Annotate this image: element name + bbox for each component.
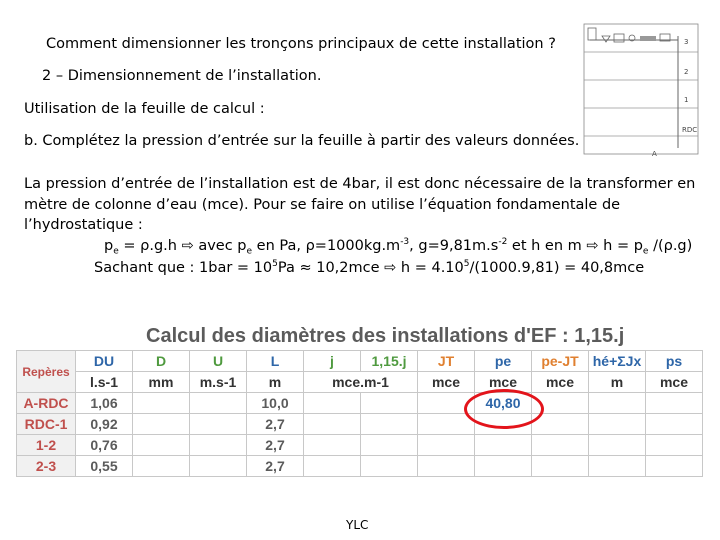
du-cell[interactable]: 1,06 bbox=[76, 393, 133, 414]
pe-cell[interactable] bbox=[475, 456, 532, 477]
header-cell: pe bbox=[475, 351, 532, 372]
unit-cell: m bbox=[589, 372, 646, 393]
arrow-icon: ⇨ bbox=[586, 237, 599, 254]
unit-cell: l.s-1 bbox=[76, 372, 133, 393]
header-cell: JT bbox=[418, 351, 475, 372]
unit-cell: mce bbox=[418, 372, 475, 393]
section-title: 2 – Dimensionnement de l’installation. bbox=[42, 68, 322, 84]
du-cell[interactable]: 0,92 bbox=[76, 414, 133, 435]
conversion-formula: Sachant que : $1bar = 10^5Pa \approx 10,2mce$ ⇨ $h = 4.10^5/(1000.9,81) = 40,8mce$ bbox=[94, 259, 645, 276]
unit-cell: mm bbox=[133, 372, 190, 393]
row-label: A-RDC bbox=[17, 393, 76, 414]
task-text: b. Complétez la pression d’entrée sur la feuille à partir des valeurs données. bbox=[24, 133, 580, 149]
unit-cell: mce bbox=[646, 372, 703, 393]
table-row bbox=[17, 456, 703, 477]
header-cell: Repères bbox=[17, 351, 76, 393]
installation-schema bbox=[580, 22, 702, 160]
footer-initials: YLC bbox=[346, 518, 369, 532]
header-cell: D bbox=[133, 351, 190, 372]
unit-cell: mce bbox=[475, 372, 532, 393]
row-label: 2-3 bbox=[17, 456, 76, 477]
row-label: RDC-1 bbox=[17, 414, 76, 435]
l-cell[interactable]: 2,7 bbox=[247, 435, 304, 456]
header-cell: ps bbox=[646, 351, 703, 372]
header-cell: hé+ΣJx bbox=[589, 351, 646, 372]
highlight-circle bbox=[464, 389, 544, 429]
header-cell: L bbox=[247, 351, 304, 372]
l-cell[interactable]: 2,7 bbox=[247, 414, 304, 435]
arrow-icon: ⇨ bbox=[384, 259, 397, 276]
unit-cell: m.s-1 bbox=[190, 372, 247, 393]
header-cell: DU bbox=[76, 351, 133, 372]
l-cell[interactable]: 10,0 bbox=[247, 393, 304, 414]
sheet-title: Calcul des diamètres des installations d'EF : 1,15.j bbox=[146, 325, 625, 347]
l-cell[interactable]: 2,7 bbox=[247, 456, 304, 477]
header-cell: j bbox=[304, 351, 361, 372]
schema-label-2: 2 bbox=[684, 68, 689, 76]
unit-cell: mce.m-1 bbox=[304, 372, 418, 393]
unit-cell: mce bbox=[532, 372, 589, 393]
du-cell[interactable]: 0,55 bbox=[76, 456, 133, 477]
row-label: 1-2 bbox=[17, 435, 76, 456]
explanation-paragraph: La pression d’entrée de l’installation est de 4bar, il est donc nécessaire de la transformer en mètre de colonne d’eau (mce). Pour se faire on utilise l’équation fondamentale de l’hydrostatique : bbox=[24, 176, 696, 233]
usage-text: Utilisation de la feuille de calcul : bbox=[24, 101, 265, 117]
schema-label-1: 1 bbox=[684, 96, 689, 104]
pe-cell[interactable]: 40,80 bbox=[475, 393, 532, 414]
unit-cell: m bbox=[247, 372, 304, 393]
header-cell: pe-JT bbox=[532, 351, 589, 372]
arrow-icon: ⇨ bbox=[181, 237, 194, 254]
schema-label-rdc: RDC bbox=[682, 126, 698, 134]
calculation-table bbox=[16, 350, 703, 477]
schema-label-3: 3 bbox=[684, 38, 689, 46]
table-row bbox=[17, 414, 703, 435]
question-text: Comment dimensionner les tronçons principaux de cette installation ? bbox=[46, 36, 556, 52]
schema-label-a: A bbox=[652, 150, 657, 158]
header-row bbox=[17, 351, 703, 372]
header-cell: U bbox=[190, 351, 247, 372]
du-cell[interactable]: 0,76 bbox=[76, 435, 133, 456]
pe-cell[interactable] bbox=[475, 435, 532, 456]
table-row bbox=[17, 393, 703, 414]
units-row bbox=[17, 372, 703, 393]
hydrostatic-formula: $p_e = \rho.g.h$ ⇨ avec $p_e$ en Pa, $\rho=1000kg.m^{-3}$, $g=9,81m.s^{-2}$ et h en m ⇨ $h = p_e$ /(ρ.g) bbox=[104, 237, 693, 257]
table-row bbox=[17, 435, 703, 456]
header-cell: 1,15.j bbox=[361, 351, 418, 372]
